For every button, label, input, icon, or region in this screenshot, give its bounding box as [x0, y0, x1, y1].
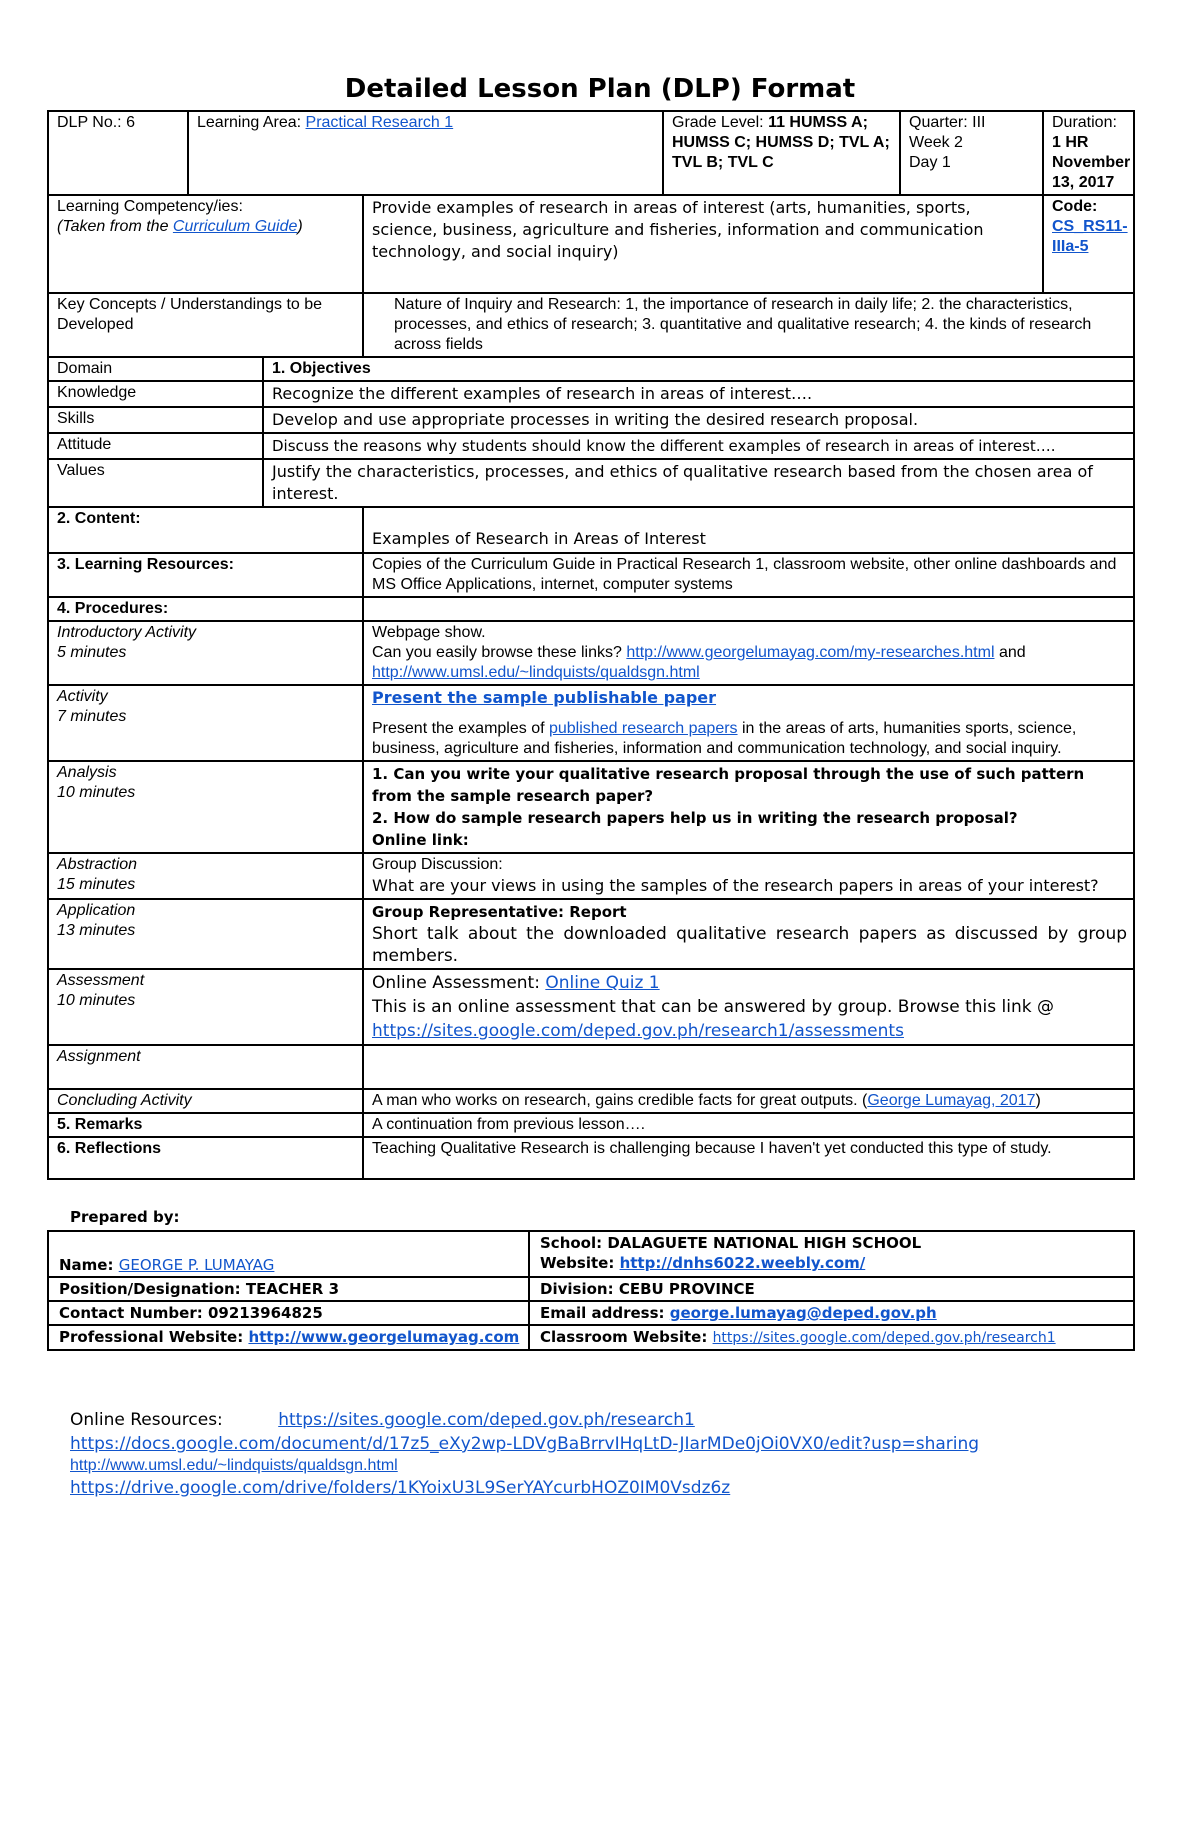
professional-website-link[interactable]: http://www.georgelumayag.com: [248, 1328, 520, 1346]
page-title: Detailed Lesson Plan (DLP) Format: [344, 74, 856, 104]
email-label: Email address:: [540, 1304, 665, 1322]
abstraction-label-cell: [48, 853, 363, 899]
resource-link-4[interactable]: https://drive.google.com/drive/folders/1KYoixU3L9SerYAYcurbHOZ0IM0Vsdz6z: [70, 1478, 731, 1498]
activity-row: [48, 685, 1134, 761]
week-value: Week 2: [909, 134, 963, 151]
contact-cell: [48, 1301, 529, 1325]
resource-link-2[interactable]: https://docs.google.com/document/d/17z5_eXy2wp-LDVgBaBrrvIHqLtD-JIarMDe0jOi0VX0/edit?usp=sharing: [70, 1434, 980, 1454]
duration-value: 1 HR: [1052, 134, 1089, 151]
objectives-heading-row: [48, 357, 1134, 381]
school-name: DALAGUETE NATIONAL HIGH SCHOOL: [607, 1234, 922, 1252]
school-cell: [529, 1231, 1134, 1277]
division-value: CEBU PROVINCE: [618, 1280, 755, 1298]
resource-link-3[interactable]: http://www.umsl.edu/~lindquists/qualdsgn.html: [70, 1457, 398, 1474]
intro-label: Introductory Activity: [57, 624, 197, 641]
analysis-question-2: 2. How do sample research papers help us in writing the research proposal?: [372, 809, 1018, 827]
teacher-name-link[interactable]: GEORGE P. LUMAYAG: [118, 1256, 275, 1274]
division-label: Division:: [540, 1280, 614, 1298]
website-label: Website:: [540, 1254, 615, 1272]
position-label: Position/Designation:: [59, 1280, 241, 1298]
analysis-label: Analysis: [57, 764, 117, 781]
learning-area-link[interactable]: Practical Research 1: [305, 114, 454, 131]
email-link[interactable]: george.lumayag@deped.gov.ph: [669, 1304, 937, 1322]
key-concepts-text: Nature of Inquiry and Research: 1, the importance of research in daily life; 2. the characteristics, processes, and ethics of research; 3. quantitative and qualitative research; 4. the kinds of research across fields: [394, 296, 1092, 353]
attitude-label: Attitude: [48, 433, 263, 459]
competency-note-suffix: ): [297, 218, 303, 235]
abstraction-row: [48, 853, 1134, 899]
dlp-number-label: DLP No.:: [57, 114, 122, 131]
application-text-cell: [363, 899, 1134, 969]
reflections-text: Teaching Qualitative Research is challenging because I haven't yet conducted this type of study.: [363, 1137, 1134, 1179]
remarks-text: A continuation from previous lesson….: [363, 1113, 1134, 1137]
procedures-label: 4. Procedures:: [48, 597, 363, 621]
published-papers-link[interactable]: published research papers: [548, 720, 738, 737]
resource-link-1[interactable]: https://sites.google.com/deped.gov.ph/research1: [278, 1410, 695, 1430]
professional-website-label: Professional Website:: [59, 1328, 244, 1346]
reflections-row: [48, 1137, 1134, 1179]
assessment-url-link[interactable]: https://sites.google.com/deped.gov.ph/research1/assessments: [372, 1021, 904, 1041]
objectives-heading: 1. Objectives: [263, 357, 1134, 381]
grade-level-value: 11 HUMSS A; HUMSS C; HUMSS D; TVL A; TVL B; TVL C: [672, 114, 890, 171]
concluding-prefix: A man who works on research, gains credible facts for great outputs. (: [372, 1092, 868, 1109]
intro-and: and: [994, 644, 1026, 661]
procedures-empty-cell: [363, 597, 1134, 621]
dlp-table: [47, 110, 1135, 1180]
remarks-label: 5. Remarks: [48, 1113, 363, 1137]
abstraction-time: 15 minutes: [57, 876, 136, 893]
contact-label: Contact Number:: [59, 1304, 203, 1322]
contact-row: [48, 1301, 1134, 1325]
activity-prefix: Present the examples of: [372, 720, 549, 737]
position-row: [48, 1277, 1134, 1301]
abstraction-line1: Group Discussion:: [372, 856, 503, 873]
assessment-text-cell: [363, 969, 1134, 1045]
classroom-website-cell: [529, 1325, 1134, 1350]
school-label: School:: [540, 1234, 603, 1252]
assessment-prefix: Online Assessment:: [372, 973, 546, 993]
position-value: TEACHER 3: [245, 1280, 340, 1298]
key-concepts-label-cell: [48, 293, 363, 357]
application-time: 13 minutes: [57, 922, 136, 939]
values-row: [48, 459, 1134, 507]
learning-area-label: Learning Area:: [197, 114, 302, 131]
domain-label: Domain: [48, 357, 263, 381]
attitude-text: Discuss the reasons why students should know the different examples of research in areas of interest….: [263, 433, 1134, 459]
dlp-number-cell: [48, 111, 188, 195]
reflections-label: 6. Reflections: [48, 1137, 363, 1179]
my-researches-link[interactable]: http://www.georgelumayag.com/my-researches.html: [626, 644, 995, 661]
intro-line2: Can you easily browse these links?: [372, 644, 627, 661]
email-cell: [529, 1301, 1134, 1325]
code-link[interactable]: CS_RS11-IIIa-5: [1052, 218, 1128, 255]
skills-label: Skills: [48, 407, 263, 433]
quarter-value: III: [972, 114, 986, 131]
prepared-by-table: [47, 1230, 1133, 1351]
competency-row: [48, 195, 1134, 293]
assignment-label: Assignment: [48, 1045, 363, 1089]
application-heading: Group Representative: Report: [372, 903, 627, 921]
resources-label: 3. Learning Resources:: [48, 553, 363, 597]
content-row: [48, 507, 1134, 553]
contact-value: 09213964825: [207, 1304, 323, 1322]
key-concepts-text-cell: [363, 293, 1134, 357]
abstraction-line2: What are your views in using the samples of the research papers in areas of your interest?: [372, 876, 1099, 895]
school-website-link[interactable]: http://dnhs6022.weebly.com/: [619, 1254, 866, 1272]
activity-label: Activity: [57, 688, 108, 705]
quarter-cell: [900, 111, 1043, 195]
online-resources: [70, 1408, 979, 1500]
division-cell: [529, 1277, 1134, 1301]
assessment-time: 10 minutes: [57, 992, 136, 1009]
day-value: Day 1: [909, 154, 951, 171]
content-text: Examples of Research in Areas of Interest: [363, 507, 1134, 553]
name-cell: [48, 1231, 529, 1277]
key-concepts-label: Key Concepts / Understandings to be Developed: [57, 296, 323, 333]
intro-label-cell: [48, 621, 363, 685]
intro-row: [48, 621, 1134, 685]
george-lumayag-link[interactable]: George Lumayag, 2017: [867, 1092, 1036, 1109]
competency-text: Provide examples of research in areas of interest (arts, humanities, sports, science, business, agriculture and fisheries, information and communication technology, and social inquiry): [372, 198, 984, 261]
umsl-link[interactable]: http://www.umsl.edu/~lindquists/qualdsgn.html: [372, 664, 700, 681]
learning-area-cell: [188, 111, 663, 195]
resources-text: Copies of the Curriculum Guide in Practical Research 1, classroom website, other online dashboards and MS Office Applications, internet, computer systems: [363, 553, 1134, 597]
grade-level-label: Grade Level:: [672, 114, 764, 131]
concluding-suffix: ): [1035, 1092, 1041, 1109]
assessment-label-cell: [48, 969, 363, 1045]
classroom-website-label: Classroom Website:: [540, 1328, 708, 1346]
classroom-website-link[interactable]: https://sites.google.com/deped.gov.ph/research1: [712, 1330, 1056, 1346]
knowledge-row: [48, 381, 1134, 407]
analysis-question-1: 1. Can you write your qualitative research proposal through the use of such pattern from the sample research paper?: [372, 765, 1085, 805]
name-school-row: [48, 1231, 1134, 1277]
competency-label: Learning Competency/ies:: [57, 198, 243, 215]
remarks-row: [48, 1113, 1134, 1137]
duration-label: Duration:: [1052, 114, 1117, 131]
prepared-by-label: Prepared by:: [70, 1208, 180, 1226]
dlp-number-value: 6: [126, 114, 135, 131]
intro-time: 5 minutes: [57, 644, 127, 661]
analysis-online-link: Online link:: [372, 831, 469, 849]
assignment-row: [48, 1045, 1134, 1089]
lesson-date: November 13, 2017: [1052, 154, 1131, 191]
resources-row: [48, 553, 1134, 597]
activity-suffix: in the areas of arts, humanities sports, science, business, agriculture and fisheries, information and communication technology, and social inquiry.: [372, 720, 1077, 757]
header-row: [48, 111, 1134, 195]
application-label: Application: [57, 902, 136, 919]
skills-row: [48, 407, 1134, 433]
grade-level-cell: [663, 111, 900, 195]
professional-website-cell: [48, 1325, 529, 1350]
assessment-row: [48, 969, 1134, 1045]
analysis-time: 10 minutes: [57, 784, 136, 801]
application-text: Short talk about the downloaded qualitative research papers as discussed by group members.: [372, 924, 1128, 966]
competency-label-cell: [48, 195, 363, 293]
activity-label-cell: [48, 685, 363, 761]
concluding-row: [48, 1089, 1134, 1113]
concluding-label: Concluding Activity: [48, 1089, 363, 1113]
duration-cell: [1043, 111, 1134, 195]
intro-text-cell: [363, 621, 1134, 685]
values-text: Justify the characteristics, processes, and ethics of qualitative research based from the chosen area of interest.: [263, 459, 1134, 507]
skills-text: Develop and use appropriate processes in writing the desired research proposal.: [263, 407, 1134, 433]
code-label: Code:: [1052, 198, 1098, 215]
curriculum-guide-link[interactable]: Curriculum Guide: [172, 218, 298, 235]
competency-code-cell: [1043, 195, 1134, 293]
content-label: 2. Content:: [48, 507, 363, 553]
name-label: Name:: [59, 1256, 114, 1274]
competency-text-cell: [363, 195, 1043, 293]
position-cell: [48, 1277, 529, 1301]
application-label-cell: [48, 899, 363, 969]
key-concepts-row: [48, 293, 1134, 357]
knowledge-text: Recognize the different examples of research in areas of interest….: [263, 381, 1134, 407]
assessment-text: This is an online assessment that can be answered by group. Browse this link @: [372, 997, 1054, 1017]
assignment-empty-cell: [363, 1045, 1134, 1089]
online-quiz-link[interactable]: Online Quiz 1: [545, 973, 660, 993]
online-resources-label: Online Resources:: [70, 1410, 223, 1430]
website-row: [48, 1325, 1134, 1350]
competency-note-prefix: (Taken from the: [57, 218, 173, 235]
analysis-label-cell: [48, 761, 363, 853]
quarter-label: Quarter:: [909, 114, 968, 131]
activity-text-cell: [363, 685, 1134, 761]
intro-line1: Webpage show.: [372, 624, 486, 641]
knowledge-label: Knowledge: [48, 381, 263, 407]
publishable-paper-link[interactable]: Present the sample publishable paper: [372, 688, 717, 707]
application-row: [48, 899, 1134, 969]
assessment-label: Assessment: [57, 972, 145, 989]
analysis-row: [48, 761, 1134, 853]
concluding-text-cell: [363, 1089, 1134, 1113]
analysis-text-cell: [363, 761, 1134, 853]
dlp-sheet: [47, 110, 1133, 1180]
abstraction-label: Abstraction: [57, 856, 138, 873]
activity-time: 7 minutes: [57, 708, 127, 725]
attitude-row: [48, 433, 1134, 459]
abstraction-text-cell: [363, 853, 1134, 899]
values-label: Values: [48, 459, 263, 507]
procedures-row: [48, 597, 1134, 621]
